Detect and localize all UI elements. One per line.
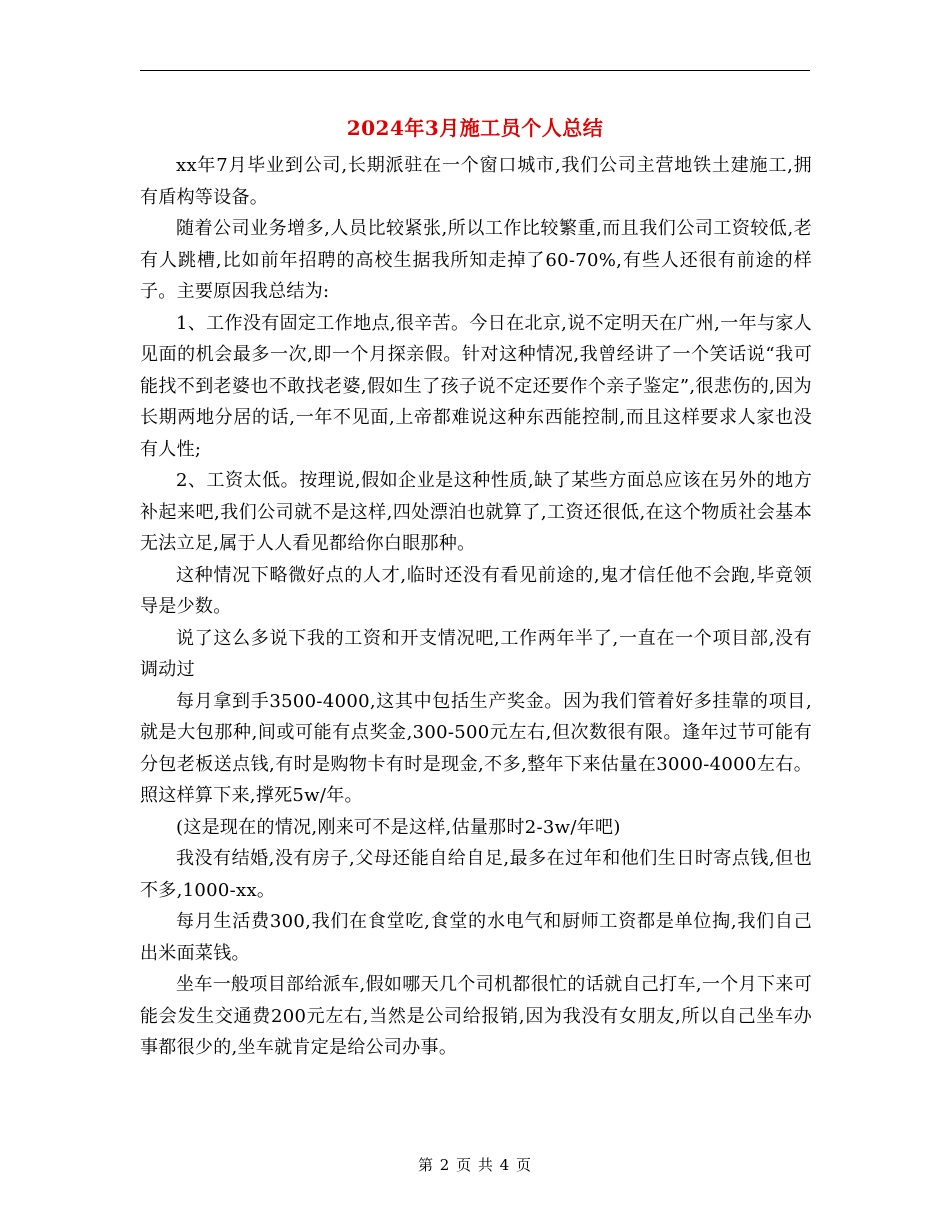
paragraph-3: 1、工作没有固定工作地点,很辛苦。今日在北京,说不定明天在广州,一年与家人见面的机会最多一次,即一个月探亲假。针对这种情况,我曾经讲了一个笑话说“我可能找不到老婆也不敢找老婆,假如生了孩子说不定还要作个亲子鉴定”,很悲伤的,因为长期两地分居的话,一年不见面,上帝都难说这种东西能控制,而且这样要求人家也没有人性; xyxy=(140,312,812,460)
document-body xyxy=(140,150,812,1064)
page-footer xyxy=(0,1154,950,1175)
document-title: 2024年3月施工员个人总结 xyxy=(346,116,604,140)
paragraph-5: 这种情况下略微好点的人才,临时还没有看见前途的,鬼才信任他不会跑,毕竟领导是少数。 xyxy=(140,564,812,617)
paragraph-8: (这是现在的情况,刚来可不是这样,估量那时2-3w/年吧) xyxy=(176,816,621,838)
paragraph-11: 坐车一般项目部给派车,假如哪天几个司机都很忙的话就自己打车,一个月下来可能会发生交通费200元左右,当然是公司给报销,因为我没有女朋友,所以自己坐车办事都很少的,坐车就肯定是给公司办事。 xyxy=(140,974,812,1058)
paragraph-9: 我没有结婚,没有房子,父母还能自给自足,最多在过年和他们生日时寄点钱,但也不多,1000-xx。 xyxy=(140,848,812,901)
paragraph-2: 随着公司业务增多,人员比较紧张,所以工作比较繁重,而且我们公司工资较低,老有人跳槽,比如前年招聘的高校生据我所知走掉了60-70%,有些人还很有前途的样子。主要原因我总结为: xyxy=(140,218,812,302)
page-number-label: 第 2 页 共 4 页 xyxy=(418,1156,532,1174)
header-rule xyxy=(140,70,810,71)
paragraph-7: 每月拿到手3500-4000,这其中包括生产奖金。因为我们管着好多挂靠的项目,就是大包那种,间或可能有点奖金,300-500元左右,但次数很有限。逢年过节可能有分包老板送点钱,有时是购物卡有时是现金,不多,整年下来估量在3000-4000左右。照这样算下来,撑死5w/年。 xyxy=(140,690,812,806)
paragraph-1: xx年7月毕业到公司,长期派驻在一个窗口城市,我们公司主营地铁土建施工,拥有盾构等设备。 xyxy=(140,155,812,208)
paragraph-6: 说了这么多说下我的工资和开支情况吧,工作两年半了,一直在一个项目部,没有调动过 xyxy=(140,627,812,680)
paragraph-4: 2、工资太低。按理说,假如企业是这种性质,缺了某些方面总应该在另外的地方补起来吧,我们公司就不是这样,四处漂泊也就算了,工资还很低,在这个物质社会基本无法立足,属于人人看见都给你白眼那种。 xyxy=(140,470,812,554)
paragraph-10: 每月生活费300,我们在食堂吃,食堂的水电气和厨师工资都是单位掏,我们自己出米面菜钱。 xyxy=(140,911,812,964)
